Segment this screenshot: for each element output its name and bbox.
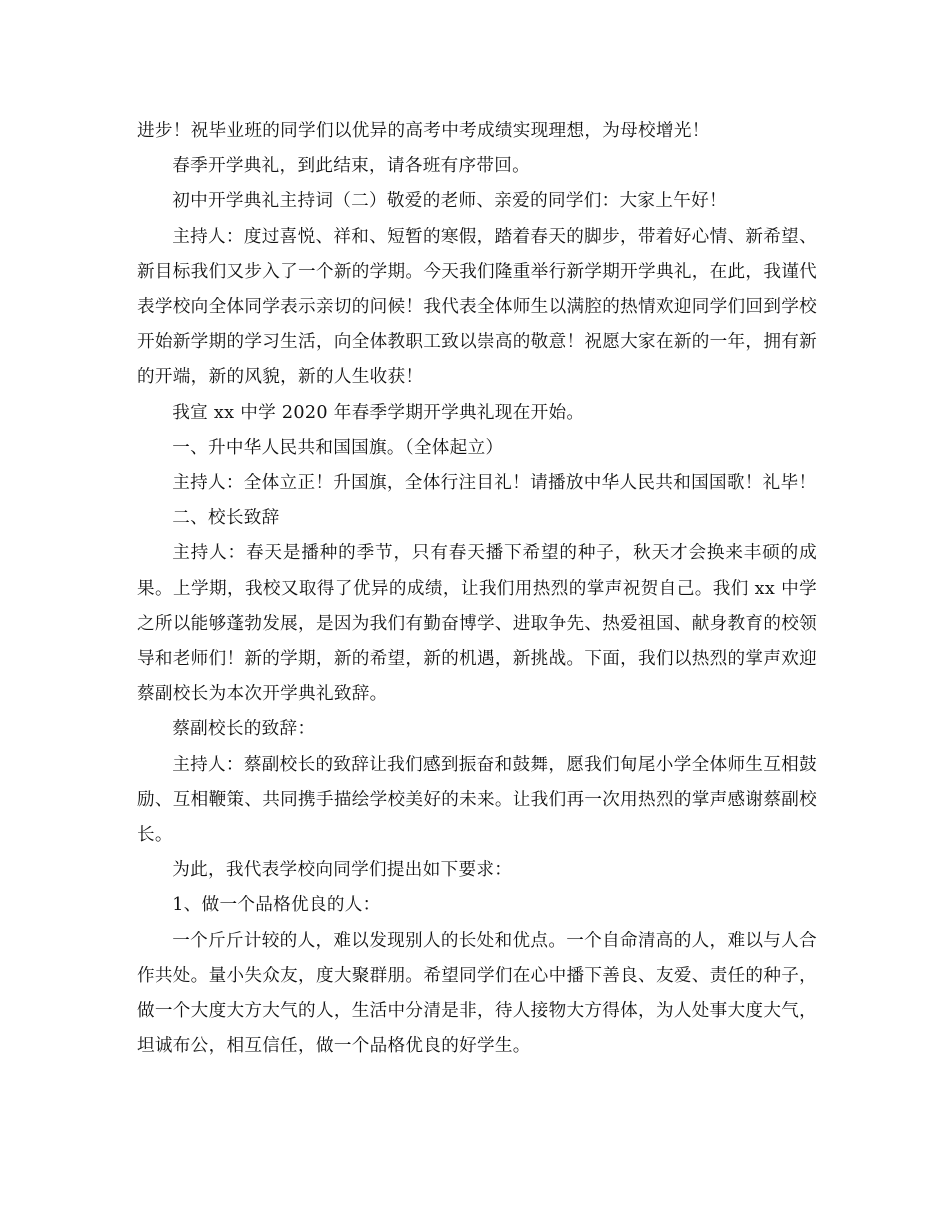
paragraph-ceremony-start: 我宣 xx 中学 2020 年春季学期开学典礼现在开始。 bbox=[172, 402, 585, 423]
paragraph-requirement-1-body: 一个斤斤计较的人，难以发现别人的长处和优点。一个自命清高的人，难以与人合作共处。量小失众友，度大聚群朋。希望同学们在心中播下善良、友爱、责任的种子，做一个大度大方大气的人，生活中分清是非，待人接物大方得体，为人处事大度大气，坦诚布公，相互信任，做一个品格优良的好学生。 bbox=[137, 930, 817, 1057]
document-body bbox=[137, 114, 817, 1064]
paragraph-host-anthem: 主持人：全体立正！升国旗，全体行注目礼！请播放中华人民共和国国歌！礼毕！ bbox=[172, 473, 817, 494]
paragraph-ceremony-end: 春季开学典礼，到此结束，请各班有序带回。 bbox=[172, 156, 531, 177]
paragraph-continuation: 进步！祝毕业班的同学们以优异的高考中考成绩实现理想，为母校增光！ bbox=[137, 121, 710, 141]
paragraph-host-opening: 主持人：度过喜悦、祥和、短暂的寒假，踏着春天的脚步，带着好心情、新希望、新目标我们又步入了一个新的学期。今天我们隆重举行新学期开学典礼，在此，我谨代表学校向全体同学表示亲切的问候！我代表全体师生以满腔的热情欢迎同学们回到学校开始新学期的学习生活，向全体教职工致以崇高的敬意！祝愿大家在新的一年，拥有新的开端，新的风貌，新的人生收获！ bbox=[137, 226, 817, 388]
paragraph-vice-principal-speech: 蔡副校长的致辞： bbox=[172, 719, 316, 740]
paragraph-host-spring: 主持人：春天是播种的季节，只有春天播下希望的种子，秋天才会换来丰硕的成果。上学期，我校又取得了优异的成绩，让我们用热烈的掌声祝贺自己。我们 xx 中学之所以能够蓬勃发展，是因为我们有勤奋博学、进取争先、热爱祖国、献身教育的校领导和老师们！新的学期，新的希望，新的机遇，新挑战。下面，我们以热烈的掌声欢迎蔡副校长为本次开学典礼致辞。 bbox=[137, 543, 817, 705]
heading-principal-speech: 二、校长致辞 bbox=[172, 508, 280, 529]
paragraph-host-thanks: 主持人：蔡副校长的致辞让我们感到振奋和鼓舞，愿我们甸尾小学全体师生互相鼓励、互相鞭策、共同携手描绘学校美好的未来。让我们再一次用热烈的掌声感谢蔡副校长。 bbox=[137, 754, 817, 846]
paragraph-requirements-intro: 为此，我代表学校向同学们提出如下要求： bbox=[172, 860, 513, 881]
paragraph-script-title: 初中开学典礼主持词（二）敬爱的老师、亲爱的同学们：大家上午好！ bbox=[172, 191, 727, 212]
heading-requirement-1: 1、做一个品格优良的人： bbox=[172, 895, 381, 916]
heading-flag-raising: 一、升中华人民共和国国旗。（全体起立） bbox=[172, 437, 504, 458]
